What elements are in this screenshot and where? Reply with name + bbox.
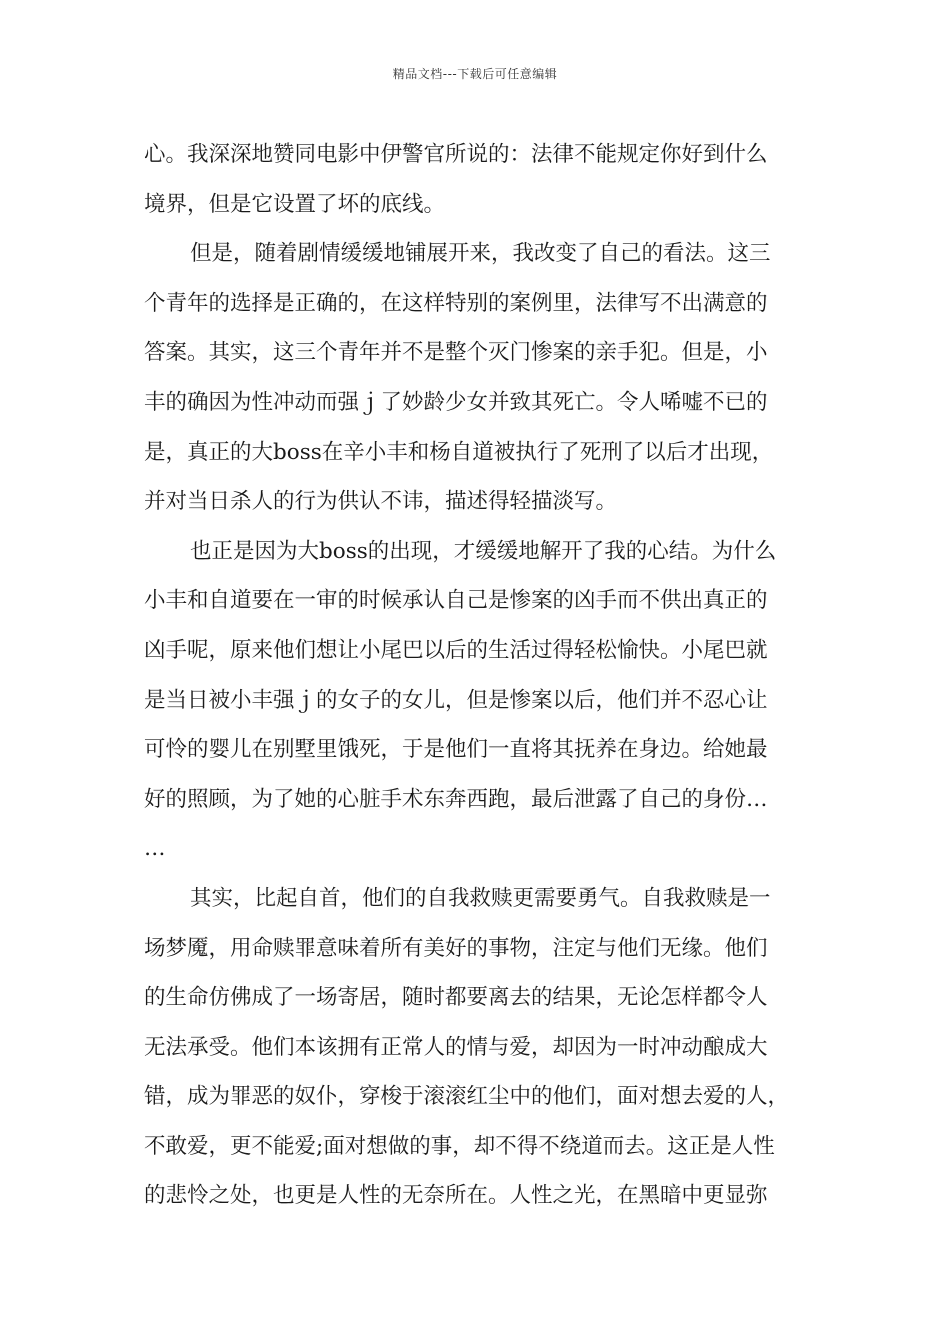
text-line: 的生命仿佛成了一场寄居，随时都要离去的结果，无论怎样都令人 [144, 985, 768, 1011]
body-text [144, 130, 808, 1221]
text-line: 无法承受。他们本该拥有正常人的情与爱，却因为一时冲动酿成大 [144, 1034, 768, 1060]
text-line: 境界，但是它设置了坏的底线。 [144, 191, 446, 217]
page-header: 精品文档---下载后可任意编辑 [392, 67, 558, 81]
text-line: 错，成为罪恶的奴仆，穿梭于滚滚红尘中的他们，面对想去爱的人， [144, 1084, 790, 1110]
text-line: 凶手呢，原来他们想让小尾巴以后的生活过得轻松愉快。小尾巴就 [144, 637, 768, 663]
text-line: 可怜的婴儿在别墅里饿死，于是他们一直将其抚养在身边。给她最 [144, 737, 768, 763]
text-line: 个青年的选择是正确的，在这样特别的案例里，法律写不出满意的 [144, 290, 768, 316]
paragraph-first-line: 但是，随着剧情缓缓地铺展开来，我改变了自己的看法。这三 [190, 241, 771, 267]
text-line: 是，真正的大boss在辛小丰和杨自道被执行了死刑了以后才出现， [144, 439, 774, 465]
text-line: 不敢爱，更不能爱;面对想做的事，却不得不绕道而去。这正是人性 [144, 1133, 775, 1159]
text-line: 小丰和自道要在一审的时候承认自己是惨案的凶手而不供出真正的 [144, 588, 768, 614]
text-line: 丰的确因为性冲动而强ｊ了妙龄少女并致其死亡。令人唏嘘不已的 [144, 389, 768, 415]
text-line: 的悲怜之处，也更是人性的无奈所在。人性之光，在黑暗中更显弥 [144, 1183, 768, 1209]
text-line: 场梦魇，用命赎罪意味着所有美好的事物，注定与他们无缘。他们 [144, 935, 768, 961]
text-line: 心。我深深地赞同电影中伊警官所说的：法律不能规定你好到什么 [144, 142, 768, 167]
text-line: 是当日被小丰强ｊ的女子的女儿，但是惨案以后，他们并不忍心让 [144, 687, 768, 713]
text-line: 好的照顾，为了她的心脏手术东奔西跑，最后泄露了自己的身份… [144, 786, 768, 812]
text-line: 答案。其实，这三个青年并不是整个灭门惨案的亲手犯。但是，小 [144, 340, 768, 366]
text-line: 并对当日杀人的行为供认不讳，描述得轻描淡写。 [144, 489, 618, 515]
text-line: … [144, 836, 166, 862]
paragraph-first-line: 其实，比起自首，他们的自我救赎更需要勇气。自我救赎是一 [190, 885, 771, 911]
paragraph-first-line: 也正是因为大boss的出现，才缓缓地解开了我的心结。为什么 [190, 538, 777, 564]
